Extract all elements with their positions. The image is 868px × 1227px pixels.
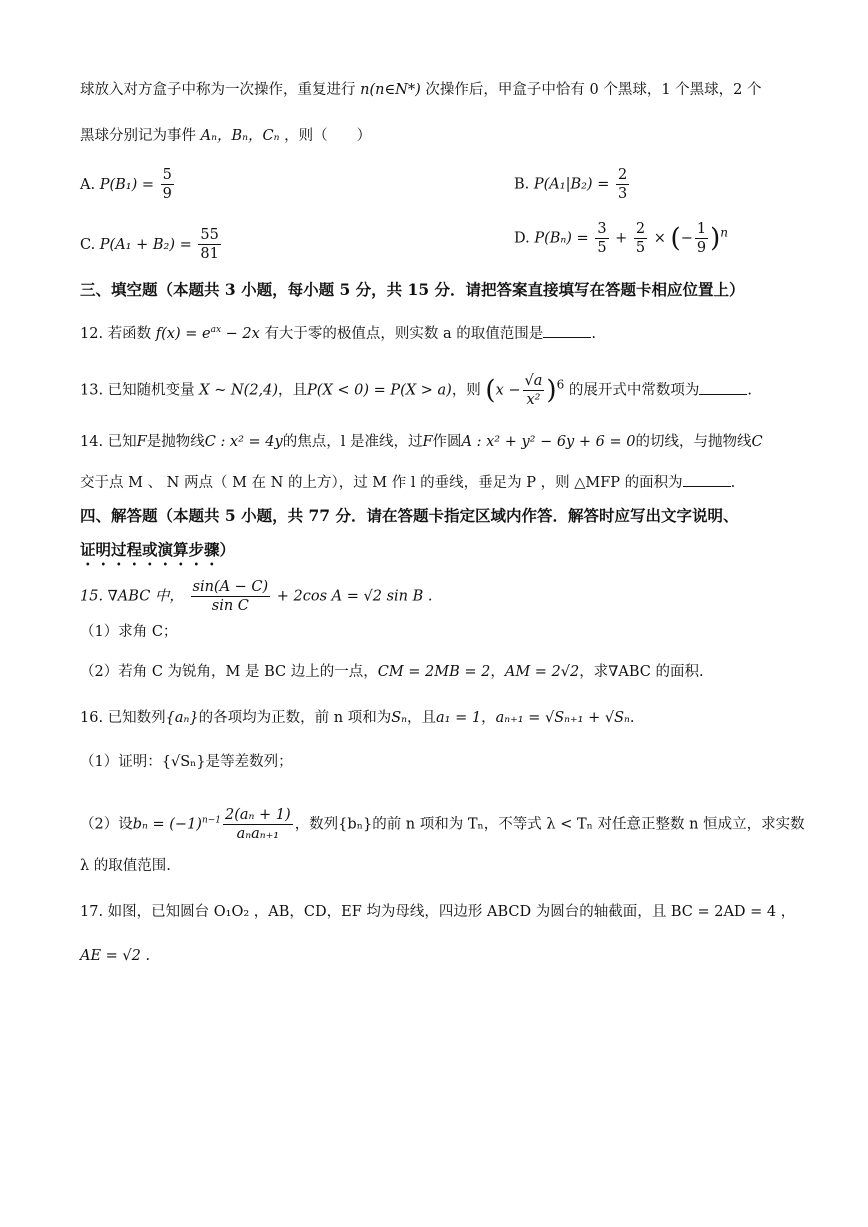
q13-exponent: 6 xyxy=(556,377,565,392)
q11-intro-math: n(n∈N*) xyxy=(360,82,421,98)
q11-intro-line2 xyxy=(80,126,798,146)
q13-text: 的展开式中常数项为 xyxy=(568,382,700,399)
question-17-line1: 17. 如图，已知圆台 O₁O₂ ，AB，CD，EF 均为母线，四边形 ABCD 为圆台的轴截面，且 BC = 2AD = 4 ， xyxy=(80,904,796,920)
q16-denominator: aₙaₙ₊₁ xyxy=(236,826,280,842)
q13-right-paren: ) xyxy=(546,375,557,406)
q13-distribution: X ~ N(2,4) xyxy=(199,382,279,399)
question-17-line2: AE = √2 . xyxy=(80,948,151,964)
q11-intro2-end: ，则（ ） xyxy=(284,128,372,144)
option-b-fraction xyxy=(616,166,629,203)
q16-part2-text-a: （2）设 xyxy=(80,816,133,833)
q16-a1: a₁ = 1 xyxy=(436,710,482,726)
option-b-numerator: 2 xyxy=(617,167,628,183)
q15-part2-math2: AM = 2√2 xyxy=(504,664,580,680)
q13-end: . xyxy=(747,382,752,399)
q15-part2 xyxy=(80,662,798,682)
q14-parabola: C : x² = 4y xyxy=(204,434,283,450)
option-a-lhs: P(B₁) = xyxy=(99,176,155,193)
section4-heading-line2 xyxy=(80,540,798,569)
q14-end: . xyxy=(730,475,736,491)
q15-part2-text-a: （2）若角 C 为锐角，M 是 BC 边上的一点， xyxy=(80,664,378,680)
question-14-line2 xyxy=(80,472,798,493)
q14-number: 14. 已知 xyxy=(80,434,137,450)
q14-text-line2: 交于点 M 、 N 两点（ M 在 N 的上方），过 M 作 l 的垂线，垂足为 P ，则 △MFP 的面积为 xyxy=(80,475,683,491)
q15-part1: （1）求角 C； xyxy=(80,624,178,640)
q12-answer-blank[interactable] xyxy=(543,323,591,338)
q12-text: 有大于零的极值点，则实数 a 的取值范围是 xyxy=(264,325,544,342)
q16-text-b: 的各项均为正数，前 n 项和为 xyxy=(198,710,392,726)
q13-denominator: x² xyxy=(526,392,541,408)
q13-fraction xyxy=(523,372,545,409)
q13-then: ，则 xyxy=(451,382,481,399)
q11-option-d: D. P(Bₙ) = $\frac{3}{5}$ + $\frac{2}{5}$ × (− $\frac{1}{9}$ )$^n$ xyxy=(514,221,729,256)
option-b-label: B. xyxy=(514,176,530,193)
option-d-fraction-1 xyxy=(595,220,608,257)
option-d-f3-denominator: 9 xyxy=(696,240,707,256)
q14-C2: C xyxy=(751,434,763,450)
q12-exponent: ax xyxy=(210,325,222,335)
option-c-fraction xyxy=(198,226,220,263)
q13-answer-blank[interactable] xyxy=(699,380,747,395)
q16-number: 16. 已知数列 xyxy=(80,710,166,726)
q13-condition: P(X < 0) = P(X > a) xyxy=(307,382,452,399)
q12-end: . xyxy=(591,325,596,342)
option-d-f1-denominator: 5 xyxy=(597,240,607,256)
option-d-times: × xyxy=(653,230,666,247)
q16-numerator: 2(aₙ + 1) xyxy=(225,807,291,823)
q15-fraction xyxy=(191,578,271,615)
q14-text-e: 的切线，与抛物线 xyxy=(635,434,752,450)
question-12 xyxy=(80,320,798,344)
q13-number: 13. 已知随机变量 xyxy=(80,382,195,399)
q13-expr-x: x − xyxy=(495,382,521,399)
q13-numerator: √a xyxy=(524,373,543,389)
q16-exponent: n−1 xyxy=(201,815,222,826)
q14-circle: A : x² + y² − 6y + 6 = 0 xyxy=(461,434,636,450)
option-d-exponent: n xyxy=(720,225,729,240)
q16-sequence: {aₙ} xyxy=(165,710,199,726)
option-b-lhs: P(A₁|B₂) = xyxy=(533,176,610,193)
q16-Sn: Sₙ xyxy=(391,710,408,726)
q16-part2 xyxy=(80,806,805,843)
option-d-fraction-2 xyxy=(634,220,647,257)
q16-end: . xyxy=(629,710,635,726)
option-a-label: A. xyxy=(80,176,96,193)
question-15 xyxy=(80,578,798,615)
q11-intro2-text: 黑球分别记为事件 xyxy=(80,128,196,144)
q11-option-row-1 xyxy=(80,166,798,203)
q14-answer-blank[interactable] xyxy=(683,472,731,487)
option-d-plus: + xyxy=(615,230,628,247)
option-d-f3-numerator: 1 xyxy=(696,221,707,237)
q11-option-c xyxy=(80,227,223,262)
q16-part2-rest: ，数列{bₙ}的前 n 项和为 Tₙ，不等式 λ < Tₙ 对任意正整数 n 恒成立，求实数 xyxy=(294,816,805,833)
q16-bn-lhs: bₙ = (−1) xyxy=(132,816,202,833)
q15-part2-text-c: ，求∇ABC 的面积. xyxy=(579,664,704,680)
q11-events: Aₙ，Bₙ，Cₙ xyxy=(200,128,280,144)
option-d-right-paren: ) xyxy=(710,223,721,254)
q15-part2-math1: CM = 2MB = 2 xyxy=(377,664,491,680)
option-a-fraction xyxy=(161,166,174,203)
option-c-numerator: 55 xyxy=(200,227,219,243)
q14-F: F xyxy=(136,434,147,450)
q15-denominator: sin C xyxy=(211,598,249,614)
q16-recurrence: aₙ₊₁ = √Sₙ₊₁ + √Sₙ xyxy=(495,710,630,726)
q15-numerator: sin(A − C) xyxy=(192,579,269,595)
option-c-label: C. xyxy=(80,236,96,253)
q14-F2: F xyxy=(422,434,433,450)
q11-option-row-2 xyxy=(80,221,798,263)
section4-heading-emphasis: 证明过程或演算步骤） xyxy=(80,540,236,559)
q16-part2-line2: λ 的取值范围. xyxy=(80,858,171,874)
question-16 xyxy=(80,708,798,728)
q13-mid: ，且 xyxy=(278,382,308,399)
q16-text-d: ， xyxy=(481,710,496,726)
q15-rhs: + 2cos A = √2 sin B . xyxy=(276,588,433,605)
q11-intro-text: 球放入对方盒子中称为一次操作，重复进行 xyxy=(80,82,356,98)
q11-intro-line1 xyxy=(80,80,798,100)
option-c-denominator: 81 xyxy=(200,246,219,262)
option-d-f2-denominator: 5 xyxy=(635,240,646,256)
option-d-fraction-3 xyxy=(695,220,708,257)
option-d-f2-numerator: 2 xyxy=(635,221,646,237)
q11-option-a xyxy=(80,167,176,202)
q16-fraction xyxy=(223,806,293,843)
option-b-denominator: 3 xyxy=(617,186,628,202)
option-d-left-paren: ( xyxy=(670,223,681,254)
option-a-denominator: 9 xyxy=(162,186,172,202)
option-c-lhs: P(A₁ + B₂) = xyxy=(99,236,192,253)
option-d-label: D. xyxy=(514,230,530,247)
q14-text-c: 的焦点，l 是准线，过 xyxy=(282,434,423,450)
q11-option-b xyxy=(514,166,631,203)
q12-number: 12. 若函数 xyxy=(80,325,152,342)
section4-heading-line1: 四、解答题（本题共 5 小题，共 77 分．请在答题卡指定区域内作答．解答时应写出文字说明、 xyxy=(80,506,739,525)
question-13 xyxy=(80,372,798,409)
q15-part2-sep: ， xyxy=(490,664,505,680)
q15-number: 15. ∇ABC 中， xyxy=(80,588,184,605)
q16-part1: （1）证明：{√Sₙ}是等差数列； xyxy=(80,754,293,770)
q13-left-paren: ( xyxy=(485,375,496,406)
option-d-f1-numerator: 3 xyxy=(597,221,607,237)
option-d-lhs: P(Bₙ) = xyxy=(534,230,589,247)
q14-text-d: 作圆 xyxy=(432,434,462,450)
q11-intro-text-b: 次操作后，甲盒子中恰有 0 个黑球，1 个黑球，2 个 xyxy=(425,82,762,98)
q12-function-tail: − 2x xyxy=(221,325,260,342)
section3-heading: 三、填空题（本题共 3 小题，每小题 5 分，共 15 分．请把答案直接填写在答题卡相应位置上） xyxy=(80,280,745,299)
q16-text-c: ，且 xyxy=(407,710,437,726)
q14-text-b: 是抛物线 xyxy=(146,434,205,450)
q12-function: f(x) = e xyxy=(155,325,211,342)
question-14-line1 xyxy=(80,432,798,452)
option-a-numerator: 5 xyxy=(162,167,172,183)
